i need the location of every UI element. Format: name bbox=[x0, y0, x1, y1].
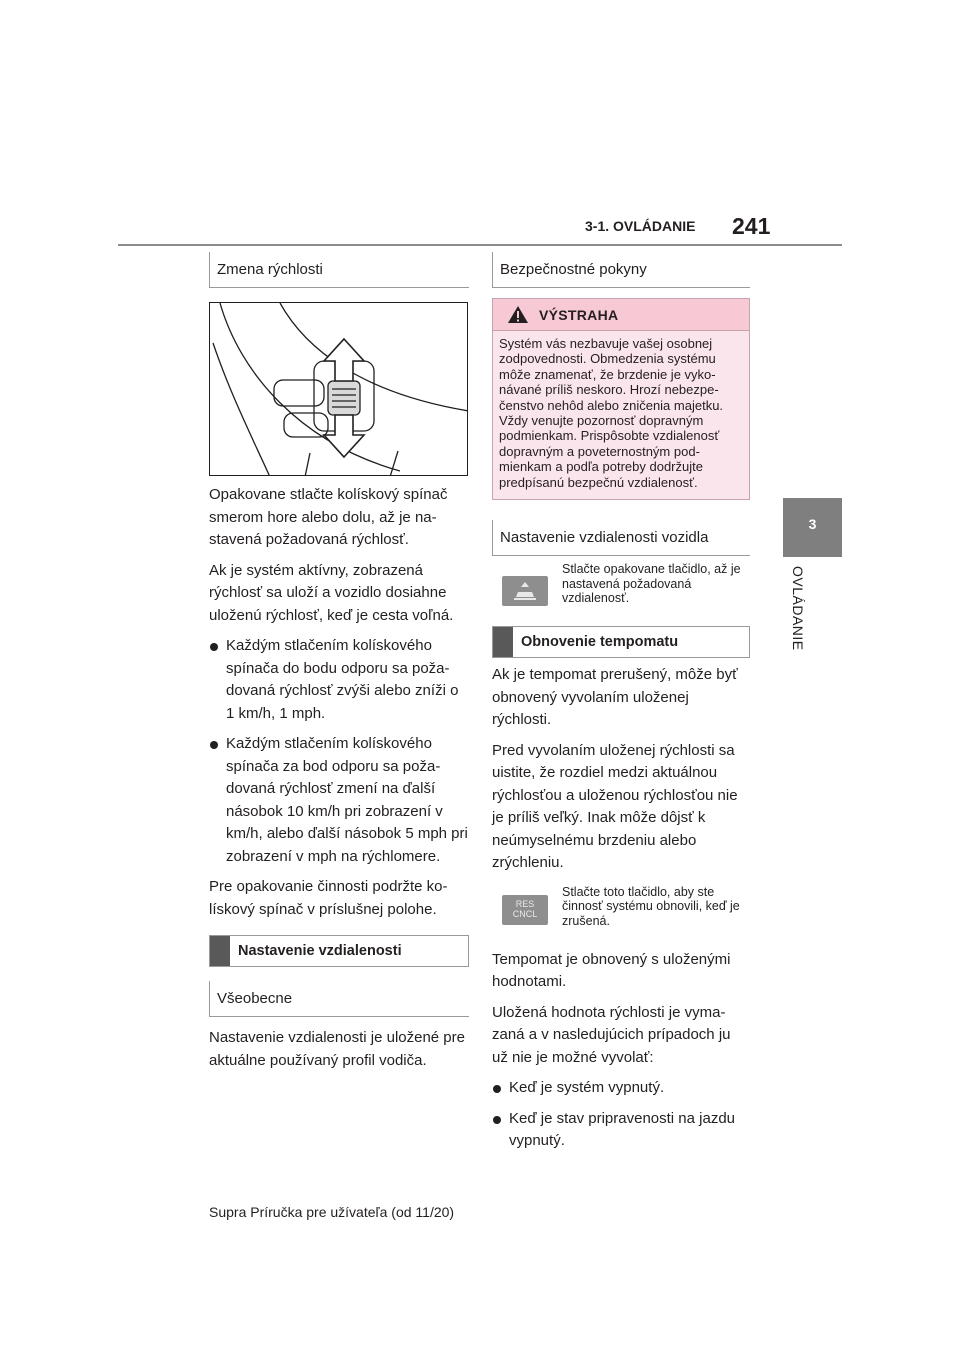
section-title: 3-1. OVLÁDANIE bbox=[585, 218, 696, 234]
paragraph: Nastavenie vzdialenosti je uložené pre aktuálne používaný profil vodiča. bbox=[209, 1029, 465, 1069]
paragraph: Uložená hodnota rýchlosti je vymazaná a v nasledujúcich prípadoch ju už nie je možné vyvolať: bbox=[492, 1003, 731, 1066]
bullet-text: Každým stlačením kolískového spínača za bod odporu sa požadovaná rýchlosť zmení na ďalší násobok 10 km/h pri zobrazení v km/h, alebo ďalší násobok 5 mph pri zobrazení v mph na rýchlomere. bbox=[226, 735, 468, 865]
paragraph: Opakovane stlačte kolískový spínač smerom hore alebo dolu, až je nastavená požadovaná rýchlosť. bbox=[209, 486, 448, 548]
distance-button-icon bbox=[502, 576, 548, 606]
res-cncl-button-row bbox=[492, 883, 750, 943]
page-number: 241 bbox=[732, 213, 771, 239]
subhead-safety: Bezpečnostné pokyny bbox=[492, 252, 750, 288]
res-cncl-button-text bbox=[502, 899, 548, 919]
section-heading-distance bbox=[209, 935, 469, 967]
chapter-tab bbox=[783, 498, 842, 557]
chapter-label-text: OVLÁDANIE bbox=[790, 566, 806, 651]
subhead-vehicle-distance: Nastavenie vzdialenosti vozidla bbox=[492, 520, 750, 556]
bullet-item bbox=[209, 733, 469, 868]
res-cncl-button-description: Stlačte toto tlačidlo, aby ste činnosť systému obnovili, keď je zrušená. bbox=[562, 884, 740, 928]
subhead-speed-change: Zmena rýchlosti bbox=[209, 252, 469, 288]
section-heading-bar bbox=[493, 627, 513, 657]
bullet-item bbox=[492, 1108, 750, 1153]
distance-car-icon bbox=[502, 576, 548, 606]
section-heading-label: Nastavenie vzdialenosti bbox=[238, 943, 402, 959]
distance-button-row bbox=[492, 560, 750, 626]
distance-button-description: Stlačte opakovane tlačidlo, až je nastavená požadovaná vzdialenosť. bbox=[562, 562, 741, 606]
warning-box bbox=[492, 298, 750, 500]
section-heading-label: Obnovenie tempomatu bbox=[521, 634, 679, 651]
bullet-text: Každým stlačením kolískového spínača do bodu odporu sa požadovaná rýchlosť zvýši alebo zníži o 1 km/h, 1 mph. bbox=[226, 637, 459, 722]
left-column bbox=[209, 252, 469, 1072]
chapter-label bbox=[784, 566, 808, 676]
warning-triangle-icon bbox=[507, 305, 529, 324]
warning-text: Systém vás nezbavuje vašej osobnej zodpovednosti. Obmedzenia systému môže znamenať, že brzdenie je vykonávané príliš neskoro. Hrozí nebezpečenstvo nehôd alebo zničenia majetku. Vždy venujte pozornosť dopravným podmienkam. Prispôsobte vzdialenosť dopravným a poveternostným podmienkam a podľa potreby dodržujte predpísanú bezpečnú vzdialenosť. bbox=[493, 331, 749, 499]
bullet-text: Keď je systém vypnutý. bbox=[509, 1079, 665, 1097]
header-divider bbox=[118, 244, 842, 246]
footer-text: Supra Príručka pre užívateľa (od 11/20) bbox=[209, 1204, 455, 1220]
bullet-dot-icon bbox=[493, 1116, 501, 1124]
section-heading-bar bbox=[210, 936, 230, 966]
bullet-text: Keď je stav pripravenosti na jazdu vypnutý. bbox=[509, 1109, 736, 1150]
section-heading-resume bbox=[492, 626, 750, 658]
cncl-label: CNCL bbox=[512, 908, 538, 919]
rocker-switch-drawing bbox=[210, 303, 468, 476]
paragraph: Ak je tempomat prerušený, môže byť obnovený vyvolaním uloženej rýchlosti. bbox=[492, 666, 738, 729]
bullet-dot-icon bbox=[493, 1085, 501, 1093]
subhead-general: Všeobecne bbox=[209, 981, 469, 1017]
paragraph: Pred vyvolaním uloženej rýchlosti sa uistite, že rozdiel medzi aktuálnou rýchlosťou a uloženou rýchlosťou nie je príliš veľký. Inak môže dôjsť k neúmyselnému brzdeniu alebo zrýchleniu. bbox=[492, 741, 738, 872]
paragraph: Ak je systém aktívny, zobrazená rýchlosť sa uloží a vozidlo dosiahne uloženú rýchlosť, keď je cesta voľná. bbox=[209, 561, 454, 624]
res-label: RES bbox=[515, 898, 535, 909]
bullet-item bbox=[492, 1077, 750, 1100]
paragraph: Tempomat je obnovený s uloženými hodnotami. bbox=[492, 950, 731, 991]
res-cncl-button-icon bbox=[502, 895, 548, 925]
steering-wheel-illustration bbox=[209, 302, 468, 476]
warning-header bbox=[493, 299, 749, 331]
bullet-item bbox=[209, 635, 469, 725]
bullet-dot-icon bbox=[210, 643, 218, 651]
right-column bbox=[492, 252, 750, 1153]
warning-title: VÝSTRAHA bbox=[539, 306, 619, 323]
paragraph: Pre opakovanie činnosti podržte kolískový spínač v príslušnej polohe. bbox=[209, 878, 448, 918]
bullet-dot-icon bbox=[210, 741, 218, 749]
chapter-number: 3 bbox=[808, 516, 817, 532]
